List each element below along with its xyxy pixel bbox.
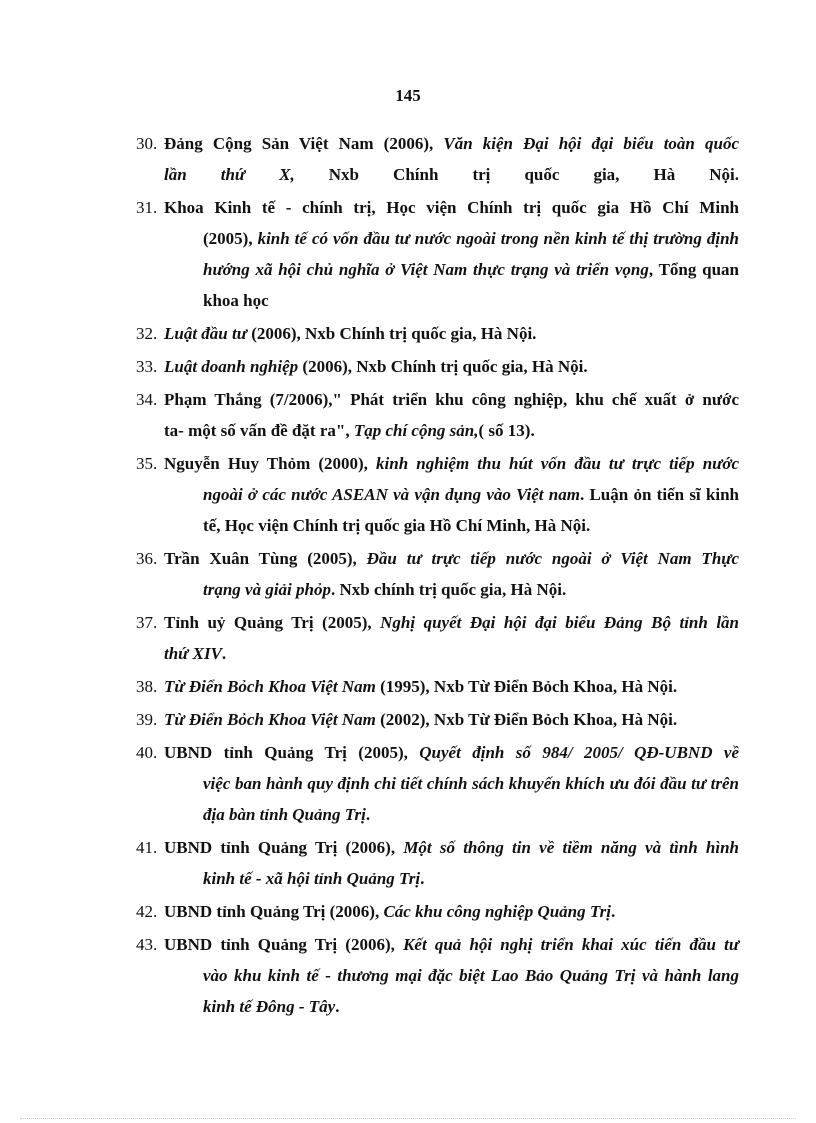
reference-list bbox=[136, 128, 739, 1024]
reference-item bbox=[136, 832, 739, 894]
reference-number: 30. bbox=[136, 134, 158, 153]
reference-publisher: (2006), Nxb Chính trị quốc gia, Hà Nội. bbox=[246, 324, 537, 343]
reference-title: Kết quả hội nghị triển khai xúc tiến đầu tư bbox=[403, 935, 740, 954]
reference-title: Từ Điển Bỏch Khoa Việt Nam bbox=[164, 677, 376, 696]
reference-item bbox=[136, 448, 739, 541]
reference-title-cont: việc ban hành quy định chi tiết chính sách khuyến khích ưu đói đầu tư trên địa bàn tỉnh Quảng Trị bbox=[203, 774, 739, 824]
reference-end: . bbox=[365, 805, 371, 824]
reference-number: 42. bbox=[136, 902, 158, 921]
reference-item bbox=[136, 607, 739, 669]
reference-number: 33. bbox=[136, 357, 158, 376]
reference-item bbox=[136, 896, 739, 927]
reference-publisher: , Tổng quan khoa học bbox=[203, 260, 739, 310]
reference-author: UBND tỉnh Quảng Trị (2006), bbox=[164, 935, 404, 954]
reference-publisher: . Luận ỏn tiến sĩ kinh tế, Học viện Chính trị quốc gia Hồ Chí Minh, Hà Nội. bbox=[203, 485, 739, 535]
reference-title: Luật đầu tư bbox=[164, 324, 247, 343]
reference-number: 41. bbox=[136, 838, 158, 857]
reference-title-cont: kinh tế - xã hội tỉnh Quảng Trị bbox=[203, 869, 421, 888]
reference-number: 32. bbox=[136, 324, 158, 343]
reference-publisher: (2006), Nxb Chính trị quốc gia, Hà Nội. bbox=[298, 357, 588, 376]
reference-title: Nghị quyết Đại hội đại biểu Đảng Bộ tỉnh lần bbox=[380, 613, 739, 632]
reference-item bbox=[136, 192, 739, 316]
reference-author: UBND tỉnh Quảng Trị (2006), bbox=[164, 902, 384, 921]
reference-title: ta- một số vấn đề đặt ra", bbox=[164, 421, 354, 440]
reference-publisher: . Nxb chính trị quốc gia, Hà Nội. bbox=[331, 580, 567, 599]
reference-author: Đảng Cộng Sản Việt Nam (2006), bbox=[164, 134, 444, 153]
reference-title: kinh nghiệm thu hút vốn đầu tư trực tiếp nước bbox=[376, 454, 739, 473]
reference-author: Phạm Thắng (7/2006)," Phát triển khu công nghiệp, khu chế xuất ở nước bbox=[164, 390, 739, 409]
reference-title: kinh tế có vốn đầu tư nước ngoài trong nền kinh tế thị trường định hướng xã hội chủ nghĩa ở Việt Nam thực trạng và triển vọng bbox=[203, 229, 739, 279]
reference-number: 35. bbox=[136, 454, 158, 473]
reference-title-cont: ngoài ở các nước ASEAN và vận dụng vào Việt nam bbox=[203, 485, 580, 504]
reference-title-cont: trạng và giải phỏp bbox=[203, 580, 331, 599]
reference-title: Văn kiện Đại hội đại biểu toàn quốc bbox=[443, 134, 739, 153]
reference-journal: Tạp chí cộng sản, bbox=[353, 421, 479, 440]
reference-item bbox=[136, 929, 739, 1022]
reference-author: Tỉnh uỷ Quảng Trị (2005), bbox=[164, 613, 381, 632]
reference-item bbox=[136, 671, 739, 702]
reference-issue: ( số 13). bbox=[478, 421, 535, 440]
reference-author: UBND tỉnh Quảng Trị (2006), bbox=[164, 838, 404, 857]
reference-number: 43. bbox=[136, 935, 158, 954]
reference-year: (2005), bbox=[203, 229, 258, 248]
reference-end: . bbox=[335, 997, 340, 1016]
reference-end: . bbox=[610, 902, 616, 921]
reference-item bbox=[136, 543, 739, 605]
reference-number: 34. bbox=[136, 390, 158, 409]
reference-author: Trần Xuân Tùng (2005), bbox=[164, 549, 367, 568]
reference-title: Quyết định số 984/ 2005/ QĐ-UBND về bbox=[419, 743, 739, 762]
reference-author: Nguyễn Huy Thỏm (2000), bbox=[164, 454, 377, 473]
footer-divider bbox=[20, 1118, 796, 1120]
reference-item bbox=[136, 737, 739, 830]
reference-title-cont: lần thứ X, bbox=[164, 165, 295, 184]
reference-title-cont: thứ XIV bbox=[164, 644, 222, 663]
reference-item bbox=[136, 351, 739, 382]
reference-publisher: (1995), Nxb Từ Điển Bỏch Khoa, Hà Nội. bbox=[375, 677, 678, 696]
reference-end: . bbox=[221, 644, 227, 663]
reference-item bbox=[136, 318, 739, 349]
reference-title: Các khu công nghiệp Quảng Trị bbox=[383, 902, 611, 921]
reference-author: UBND tỉnh Quảng Trị (2005), bbox=[164, 743, 420, 762]
reference-number: 39. bbox=[136, 710, 158, 729]
reference-number: 36. bbox=[136, 549, 158, 568]
reference-title: Luật doanh nghiệp bbox=[164, 357, 299, 376]
reference-title: Từ Điển Bỏch Khoa Việt Nam bbox=[164, 710, 376, 729]
reference-number: 40. bbox=[136, 743, 158, 762]
reference-number: 37. bbox=[136, 613, 158, 632]
reference-number: 38. bbox=[136, 677, 158, 696]
reference-title-cont: vào khu kinh tế - thương mại đặc biệt Lao Bảo Quảng Trị và hành lang kinh tế Đông - Tây bbox=[203, 966, 739, 1016]
reference-author: Khoa Kinh tế - chính trị, Học viện Chính trị quốc gia Hồ Chí Minh bbox=[164, 198, 739, 217]
reference-publisher: (2002), Nxb Từ Điển Bỏch Khoa, Hà Nội. bbox=[375, 710, 678, 729]
page-number: 145 bbox=[395, 86, 421, 105]
reference-title: Đầu tư trực tiếp nước ngoài ở Việt Nam Thực bbox=[366, 549, 739, 568]
reference-item bbox=[136, 128, 739, 190]
reference-end: . bbox=[420, 869, 425, 888]
reference-publisher: Nxb Chính trị quốc gia, Hà Nội. bbox=[294, 165, 739, 184]
reference-item bbox=[136, 704, 739, 735]
reference-item bbox=[136, 384, 739, 446]
reference-title: Một số thông tin về tiềm năng và tình hình bbox=[403, 838, 739, 857]
reference-number: 31. bbox=[136, 198, 158, 217]
